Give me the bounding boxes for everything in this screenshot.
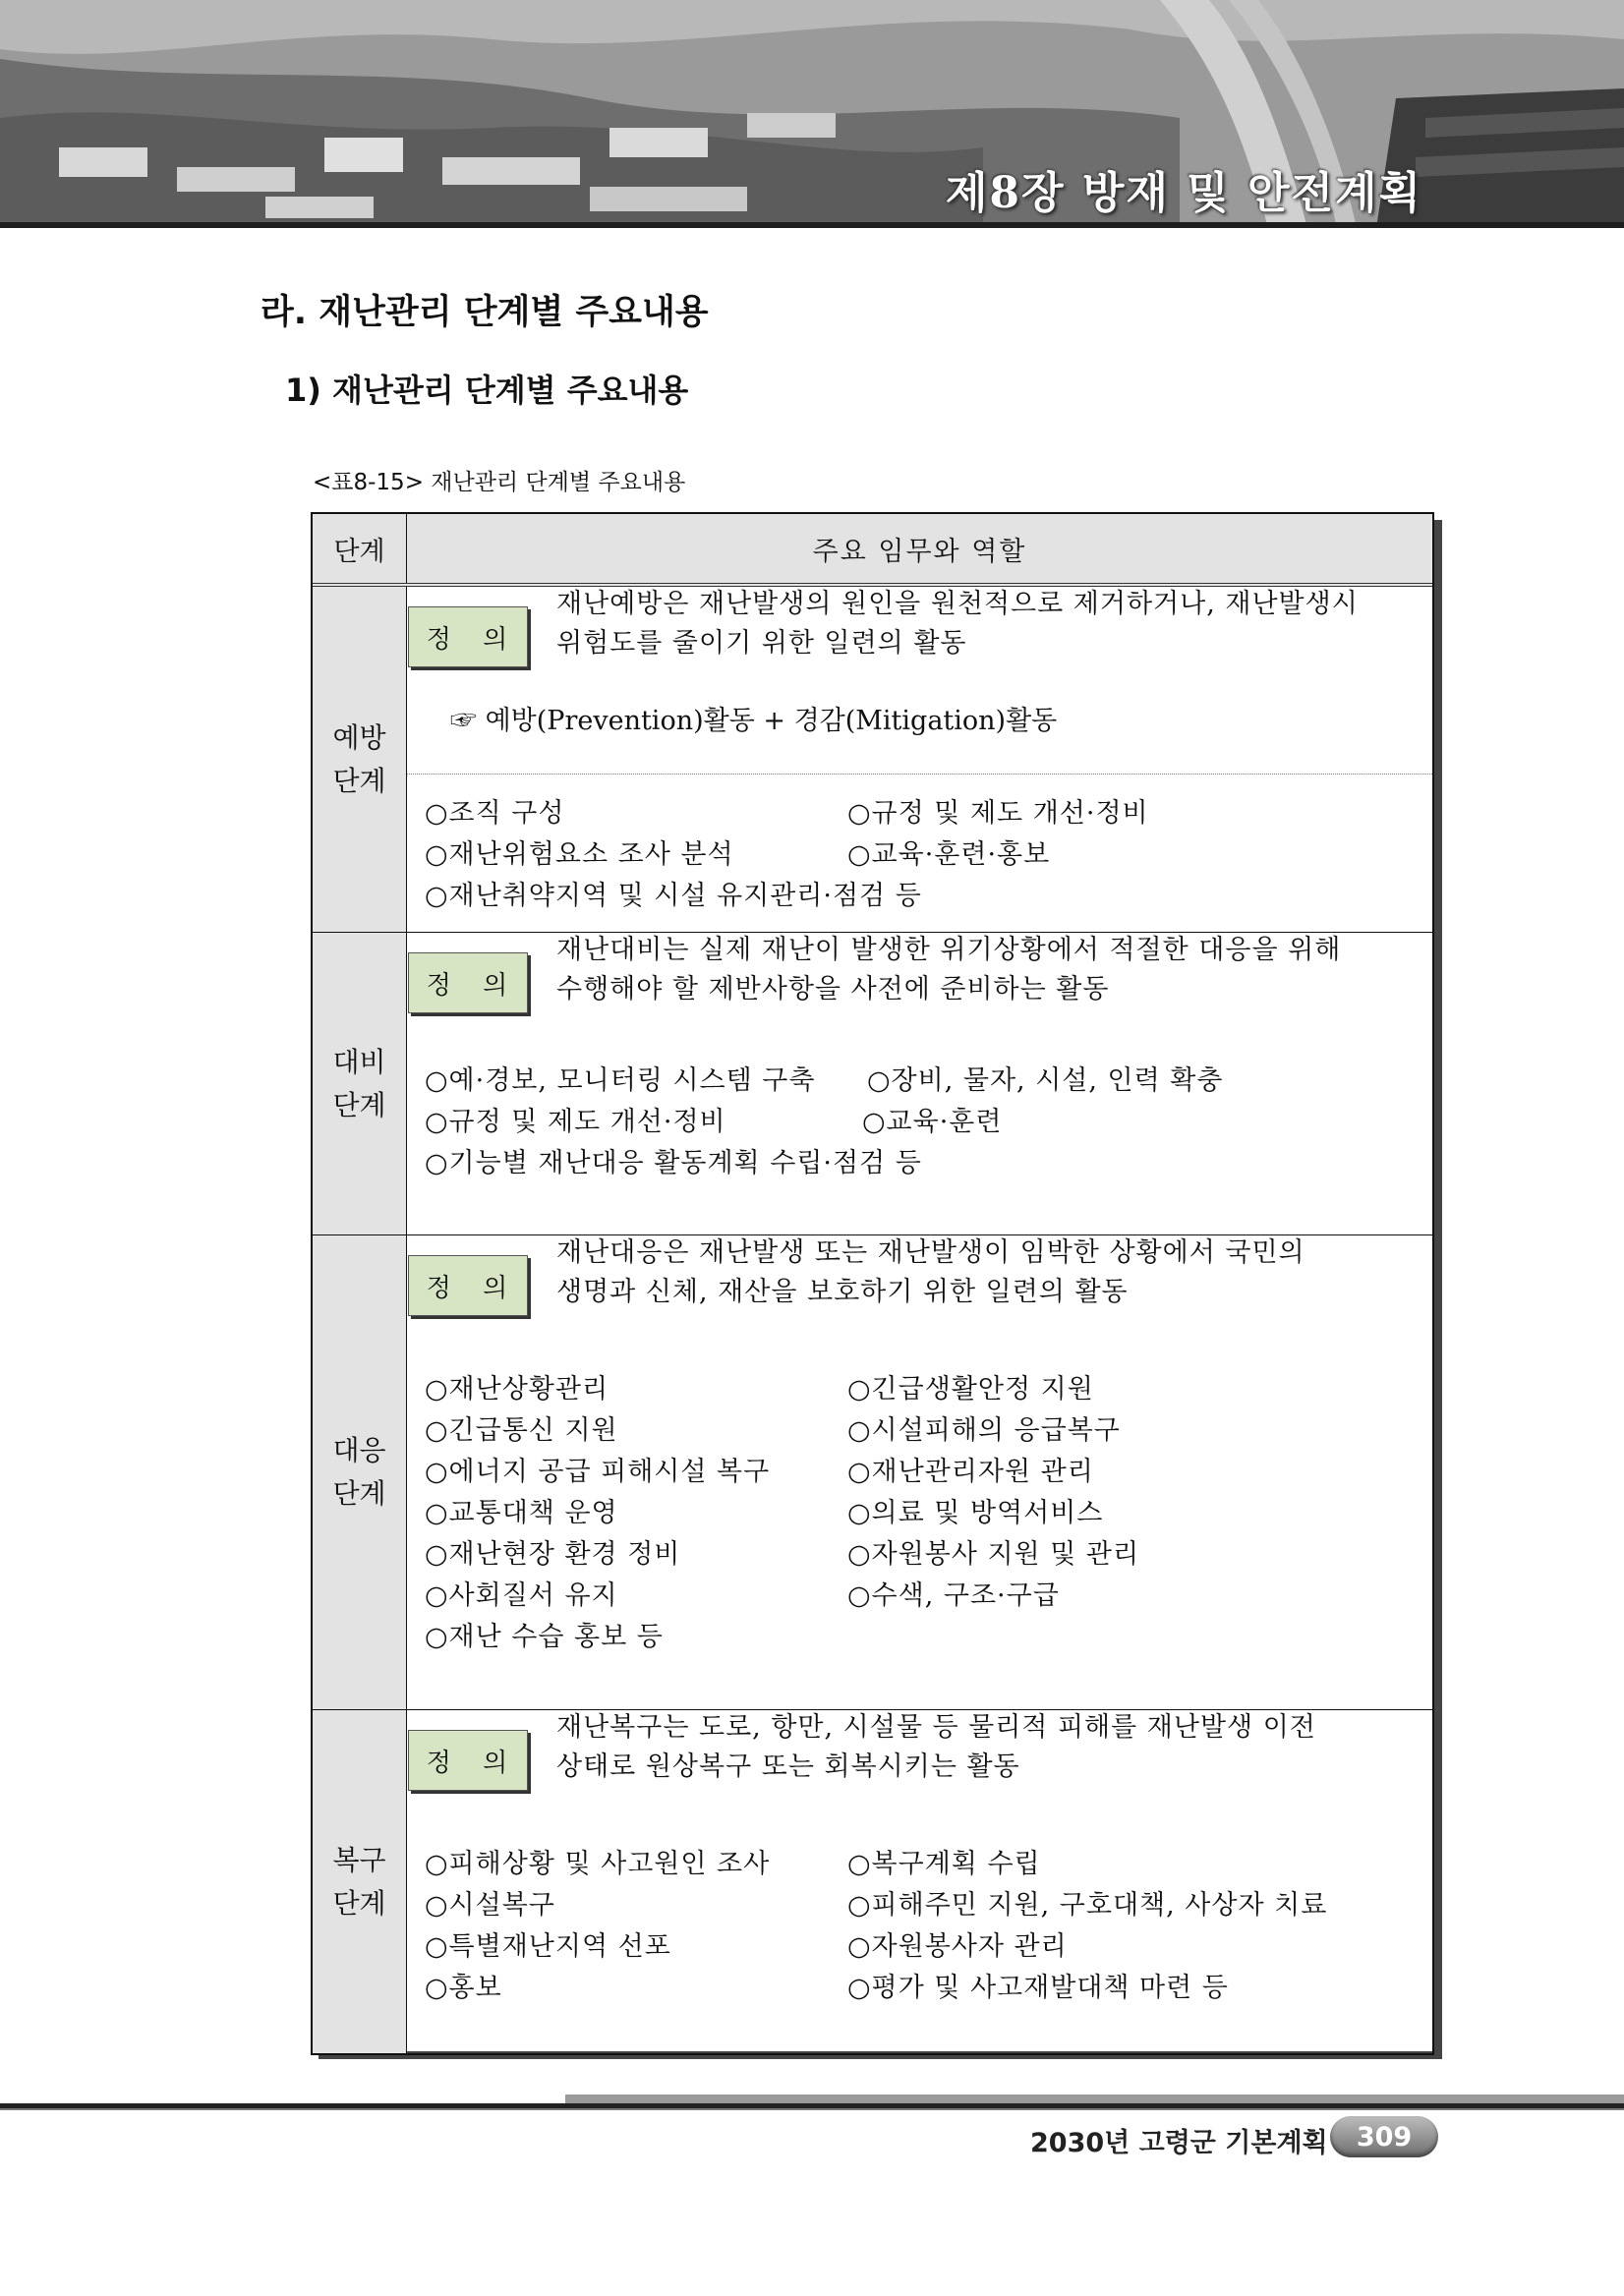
list-item: ○재난관리자원 관리 bbox=[847, 1457, 1094, 1487]
list-item: ○의료 및 방역서비스 bbox=[847, 1498, 1104, 1528]
definition-text: 재난대응은 재난발생 또는 재난발생이 임박한 상황에서 국민의 생명과 신체, 재산을 보호하기 위한 일련의 활동 bbox=[556, 1237, 1305, 1307]
list-item: ○교통대책 운영 bbox=[425, 1498, 618, 1528]
stage-section-prevention bbox=[313, 587, 1432, 933]
list-item: ○긴급통신 지원 bbox=[425, 1415, 618, 1446]
list-item: ○조직 구성 bbox=[425, 798, 565, 829]
list-item: ○자원봉사자 관리 bbox=[847, 1931, 1068, 1962]
list-item: ○교육·훈련·홍보 bbox=[847, 839, 1051, 870]
definition-tag: 정 의 bbox=[408, 952, 528, 1013]
list-item: ○예·경보, 모니터링 시스템 구축 bbox=[425, 1065, 816, 1096]
definition-tag: 정 의 bbox=[408, 606, 528, 667]
table-frame bbox=[311, 512, 1434, 2055]
stage-label: 복구 단계 bbox=[313, 1710, 407, 2053]
list-item: ○재난상황관리 bbox=[425, 1374, 609, 1405]
list-item: ○재난위험요소 조사 분석 bbox=[425, 839, 734, 870]
definition-tag: 정 의 bbox=[408, 1730, 528, 1791]
definition-text: 재난복구는 도로, 항만, 시설물 등 물리적 피해를 재난발생 이전 상태로 원상복구 또는 회복시키는 활동 bbox=[556, 1712, 1316, 1782]
list-item: ○평가 및 사고재발대책 마련 등 bbox=[847, 1973, 1229, 2003]
list-item: ○수색, 구조·구급 bbox=[847, 1580, 1060, 1611]
section-heading: 라. 재난관리 단계별 주요내용 bbox=[261, 293, 709, 332]
definition-text: 재난대비는 실제 재난이 발생한 위기상황에서 적절한 대응을 위해 수행해야 할 제반사항을 사전에 준비하는 활동 bbox=[556, 935, 1342, 1004]
list-item: ○기능별 재난대응 활동계획 수립·점검 등 bbox=[425, 1148, 922, 1178]
footer-rule bbox=[565, 2095, 1624, 2103]
footer-rule bbox=[0, 2108, 1624, 2110]
stage-section-response bbox=[313, 1235, 1432, 1710]
definition-tag: 정 의 bbox=[408, 1255, 528, 1316]
list-item: ○시설피해의 응급복구 bbox=[847, 1415, 1121, 1446]
table-caption: <표8-15> 재난관리 단계별 주요내용 bbox=[313, 470, 686, 495]
list-item: ○피해주민 지원, 구호대책, 사상자 치료 bbox=[847, 1890, 1328, 1921]
disaster-stage-table bbox=[311, 512, 1434, 2055]
list-item: ○자원봉사 지원 및 관리 bbox=[847, 1539, 1140, 1570]
stage-section-recovery bbox=[313, 1710, 1432, 2053]
list-item: ○재난 수습 홍보 등 bbox=[425, 1622, 664, 1652]
definition-text: 재난예방은 재난발생의 원인을 원천적으로 제거하거나, 재난발생시 위험도를 줄이기 위한 일련의 활동 bbox=[556, 589, 1359, 659]
table-header-row bbox=[313, 514, 1432, 587]
stage-section-preparedness bbox=[313, 933, 1432, 1235]
stage-label: 대응 단계 bbox=[313, 1235, 407, 1709]
table-shadow bbox=[1434, 520, 1442, 2059]
list-item: ○복구계획 수립 bbox=[847, 1849, 1041, 1879]
list-item: ○교육·훈련 bbox=[862, 1107, 1003, 1137]
list-item: ○에너지 공급 피해시설 복구 bbox=[425, 1457, 771, 1487]
header-banner bbox=[0, 0, 1624, 228]
list-item: ○재난현장 환경 정비 bbox=[425, 1539, 681, 1570]
header-role: 주요 임무와 역할 bbox=[812, 536, 1027, 567]
list-item: ○규정 및 제도 개선·정비 bbox=[425, 1107, 726, 1137]
list-item: ○사회질서 유지 bbox=[425, 1580, 618, 1611]
list-item: ○장비, 물자, 시설, 인력 확충 bbox=[867, 1065, 1224, 1096]
chapter-title: 제8장 방재 및 안전계획 bbox=[945, 168, 1422, 218]
page-number: 309 bbox=[1330, 2116, 1438, 2157]
stage-label: 대비 단계 bbox=[313, 933, 407, 1234]
list-item: ○시설복구 bbox=[425, 1890, 555, 1921]
footer-title: 2030년 고령군 기본계획 bbox=[1030, 2128, 1328, 2158]
stage-label: 예방 단계 bbox=[313, 587, 407, 932]
list-item: ○특별재난지역 선포 bbox=[425, 1931, 671, 1962]
list-item: ○홍보 bbox=[425, 1973, 502, 2003]
activity-note: ☞ 예방(Prevention)활동 + 경감(Mitigation)활동 bbox=[450, 706, 1058, 736]
dotted-divider bbox=[407, 774, 1432, 775]
subsection-heading: 1) 재난관리 단계별 주요내용 bbox=[285, 372, 689, 409]
list-item: ○재난취약지역 및 시설 유지관리·점검 등 bbox=[425, 881, 922, 911]
banner-rule bbox=[0, 222, 1624, 228]
header-stage: 단계 bbox=[313, 514, 407, 583]
list-item: ○긴급생활안정 지원 bbox=[847, 1374, 1094, 1405]
list-item: ○피해상황 및 사고원인 조사 bbox=[425, 1849, 771, 1879]
list-item: ○규정 및 제도 개선·정비 bbox=[847, 798, 1149, 829]
